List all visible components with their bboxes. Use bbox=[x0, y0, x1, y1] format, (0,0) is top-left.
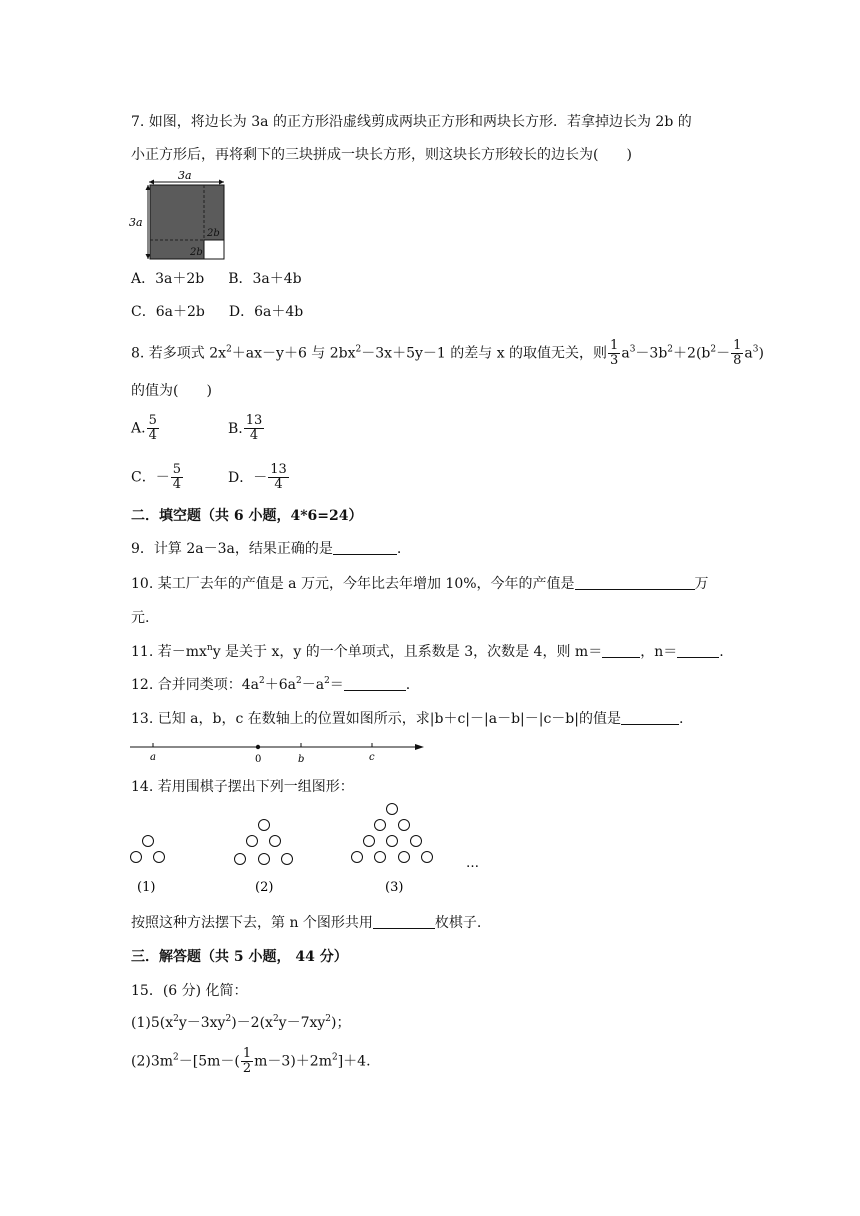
q7-option-c: C．6a＋2b bbox=[131, 304, 205, 320]
number-line-label-c: c bbox=[369, 752, 375, 763]
q13-answer-blank bbox=[621, 710, 679, 725]
q8-options-row2 bbox=[131, 463, 290, 492]
number-line-label-a: a bbox=[150, 752, 156, 763]
stone bbox=[259, 854, 270, 865]
figure-label-2: (2) bbox=[255, 880, 274, 895]
q7-option-a: A．3a＋2b bbox=[131, 271, 205, 287]
q10-line1: 10. 某工厂去年的产值是 a 万元，今年比去年增加 10%，今年的产值是 万 bbox=[131, 576, 709, 592]
q13-number-line bbox=[128, 738, 428, 766]
q8-fraction-1-8: $\frac{1}{8}$ bbox=[733, 338, 742, 368]
q8-option-a: A. $\frac{5}{4}$ bbox=[131, 413, 157, 443]
stone bbox=[154, 852, 165, 863]
figure-label-1: (1) bbox=[137, 880, 156, 895]
stone bbox=[352, 852, 363, 863]
q7-square-figure bbox=[128, 166, 228, 263]
q10-answer-blank bbox=[575, 575, 695, 590]
q14-prompt: 14. 若用围棋子摆出下列一组图形： bbox=[131, 779, 354, 795]
q11-blank-m bbox=[602, 643, 640, 658]
section-3-heading: 三．解答题（共 5 小题， 44 分） bbox=[131, 949, 348, 965]
q8-fraction-1-3: $\frac{1}{3}$ bbox=[610, 338, 619, 368]
q9: 9．计算 2a－3a，结果正确的是 . bbox=[131, 541, 402, 557]
q7-option-d: D．6a＋4b bbox=[228, 304, 304, 320]
q8-line1: 8. 若多项式 $2x^2+ax-y+6$ 与 $2bx^2-3x+5y-1$ 的差与 x 的取值无关，则 $\frac{1}{3}$ $a^3-3b^2+2(b^2-$ $\frac{1}{8}$ $a^3$) bbox=[131, 338, 764, 368]
q13: 13. 已知 a，b，c 在数轴上的位置如图所示，求|b＋c|－|a－b|－|c－b|的值是 . bbox=[131, 711, 684, 727]
q15-title: 15．(6 分) 化简： bbox=[131, 983, 248, 999]
q11-blank-n bbox=[677, 643, 719, 658]
q12-answer-blank bbox=[344, 676, 406, 691]
section-2-heading: 二．填空题（共 6 小题，4*6=24） bbox=[131, 508, 363, 524]
figure-ellipsis: … bbox=[466, 856, 479, 871]
stone bbox=[235, 854, 246, 865]
stone bbox=[247, 836, 258, 847]
q8-option-c: C．－ $\frac{5}{4}$ bbox=[131, 462, 181, 492]
q11: 11. 若$-mx^ny$ 是关于 x，y 的一个单项式，且系数是 3，次数是 4，则 m＝ ，n＝ . bbox=[131, 643, 724, 660]
q9-answer-blank bbox=[333, 540, 397, 555]
q8-options-row1 bbox=[131, 414, 265, 443]
q7-options-row1 bbox=[131, 269, 302, 289]
q12: 12. 合并同类项：$4a^2+6a^2-a^2=$ . bbox=[131, 676, 411, 693]
stone bbox=[375, 852, 386, 863]
q14-go-pieces-figure bbox=[128, 800, 488, 898]
q7-line1: 7. 如图，将边长为 3a 的正方形沿虚线剪成两块正方形和两块长方形．若拿掉边长为 2b 的 bbox=[131, 114, 692, 130]
stone bbox=[270, 836, 281, 847]
stone bbox=[259, 820, 270, 831]
q8-option-d: D．－ $\frac{13}{4}$ bbox=[228, 462, 287, 492]
stone bbox=[387, 804, 398, 815]
number-line-label-0: 0 bbox=[255, 754, 262, 765]
q14-answer-blank bbox=[373, 914, 435, 929]
stone bbox=[411, 836, 422, 847]
q10-line2: 元. bbox=[131, 610, 150, 626]
q8-option-b: B. $\frac{13}{4}$ bbox=[228, 413, 263, 443]
figure-label-3: (3) bbox=[385, 880, 404, 895]
q7-fig-right-label: 2b bbox=[207, 228, 220, 239]
q8-line2: 的值为( ) bbox=[131, 383, 212, 399]
stone bbox=[422, 852, 433, 863]
q7-line2: 小正方形后，再将剩下的三块拼成一块长方形，则这块长方形较长的边长为( ) bbox=[131, 147, 632, 163]
q7-options-row2 bbox=[131, 302, 303, 322]
q15-expression-2: $(2)3m^2-[5m-$( $\frac{1}{2}$ $m-3)+2m^2]+4$. bbox=[131, 1046, 371, 1076]
stone bbox=[131, 852, 142, 863]
stone bbox=[375, 820, 386, 831]
stone bbox=[143, 836, 154, 847]
number-line-label-b: b bbox=[298, 754, 305, 765]
stone bbox=[364, 836, 375, 847]
q7-fig-top-label: 3a bbox=[178, 169, 192, 182]
q7-option-b: B．3a＋4b bbox=[228, 271, 302, 287]
q7-fig-left-label: 3a bbox=[129, 216, 143, 229]
q15-expression-1: $(1)5(x^2y-3xy^2)-2(x^2y-7xy^2)$； bbox=[131, 1014, 351, 1031]
q7-fig-bottom-label: 2b bbox=[190, 247, 203, 258]
q15-fraction-1-2: $\frac{1}{2}$ bbox=[242, 1046, 252, 1076]
stone bbox=[399, 852, 410, 863]
q14-question: 按照这种方法摆下去，第 n 个图形共用 枚棋子. bbox=[131, 915, 482, 931]
stone bbox=[387, 836, 398, 847]
stone bbox=[282, 854, 293, 865]
stone bbox=[399, 820, 410, 831]
